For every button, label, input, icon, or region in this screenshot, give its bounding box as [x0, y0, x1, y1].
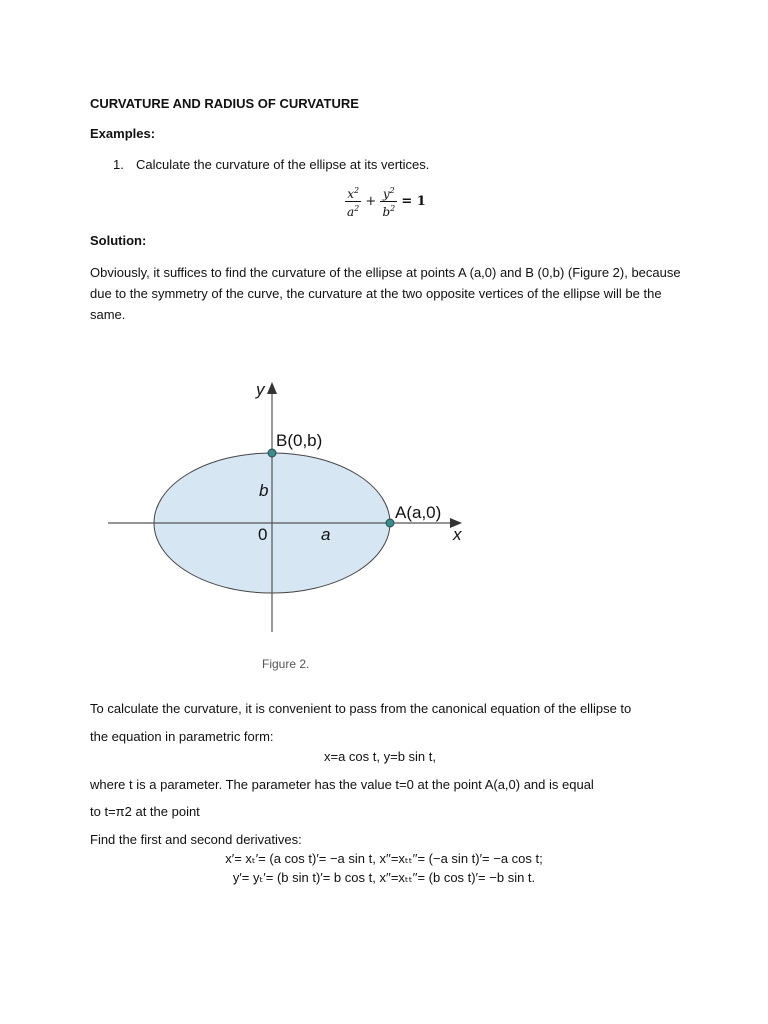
b-exponent: 2 [390, 204, 396, 213]
parameter-text-line1: where t is a parameter. The parameter has the value t=0 at the point A(a,0) and is equal [90, 777, 594, 792]
y-fraction [380, 184, 397, 219]
point-a-label: A(a,0) [395, 503, 442, 522]
derivatives-line-y: y′= yₜ′= (b sin t)′= b cos t, x′′=xₜₜ′′= (b cos t)′= −b sin t. [232, 870, 536, 885]
y-axis-label: y [256, 380, 265, 399]
parametric-intro-line1: To calculate the curvature, it is convenient to pass from the canonical equation of the ellipse to [90, 701, 632, 716]
origin-label: 0 [258, 525, 268, 544]
problem-number: 1. [113, 157, 124, 172]
ellipse-figure [0, 370, 768, 680]
plus-sign: + [365, 194, 377, 209]
a-semi-axis-label: a [321, 525, 331, 544]
parametric-intro-line2: the equation in parametric form: [90, 729, 274, 744]
ellipse-equation [345, 184, 426, 219]
b-semi-axis-label: b [259, 481, 269, 500]
point-b-label: B(0,b) [276, 431, 323, 450]
x-numerator: x [347, 187, 354, 201]
equation-rhs: = 1 [401, 194, 426, 209]
point-a-marker [386, 519, 394, 527]
point-b-marker [268, 449, 276, 457]
examples-label: Examples: [90, 126, 156, 141]
problem-text: Calculate the curvature of the ellipse at its vertices. [136, 157, 430, 172]
parametric-equation: x=a cos t, y=b sin t, [324, 749, 436, 764]
b-denominator: b [382, 205, 391, 219]
solution-paragraph: Obviously, it suffices to find the curvature of the ellipse at points A (a,0) and B (0,b) (Figure 2), because due to the symmetry of the curve, the curvature at the two opposite vertices of the ellipse will be the same. [90, 265, 681, 322]
x-fraction [345, 184, 361, 219]
y-numerator: y [382, 187, 390, 201]
y-exponent: 2 [389, 186, 395, 195]
a-exponent: 2 [354, 204, 360, 213]
y-axis-arrow [267, 382, 277, 394]
parameter-text-line2: to t=π2 at the point [90, 804, 200, 819]
a-denominator: a [347, 205, 355, 219]
section-heading: CURVATURE AND RADIUS OF CURVATURE [90, 96, 359, 111]
x-axis-label: x [453, 525, 462, 544]
x-exponent: 2 [353, 186, 360, 195]
solution-label: Solution: [90, 233, 147, 248]
figure-caption: Figure 2. [262, 657, 310, 671]
derivatives-label: Find the first and second derivatives: [90, 832, 302, 847]
derivatives-line-x: x′= xₜ′= (a cos t)′= −a sin t, x′′=xₜₜ′′= (−a sin t)′= −a cos t; [225, 851, 543, 866]
